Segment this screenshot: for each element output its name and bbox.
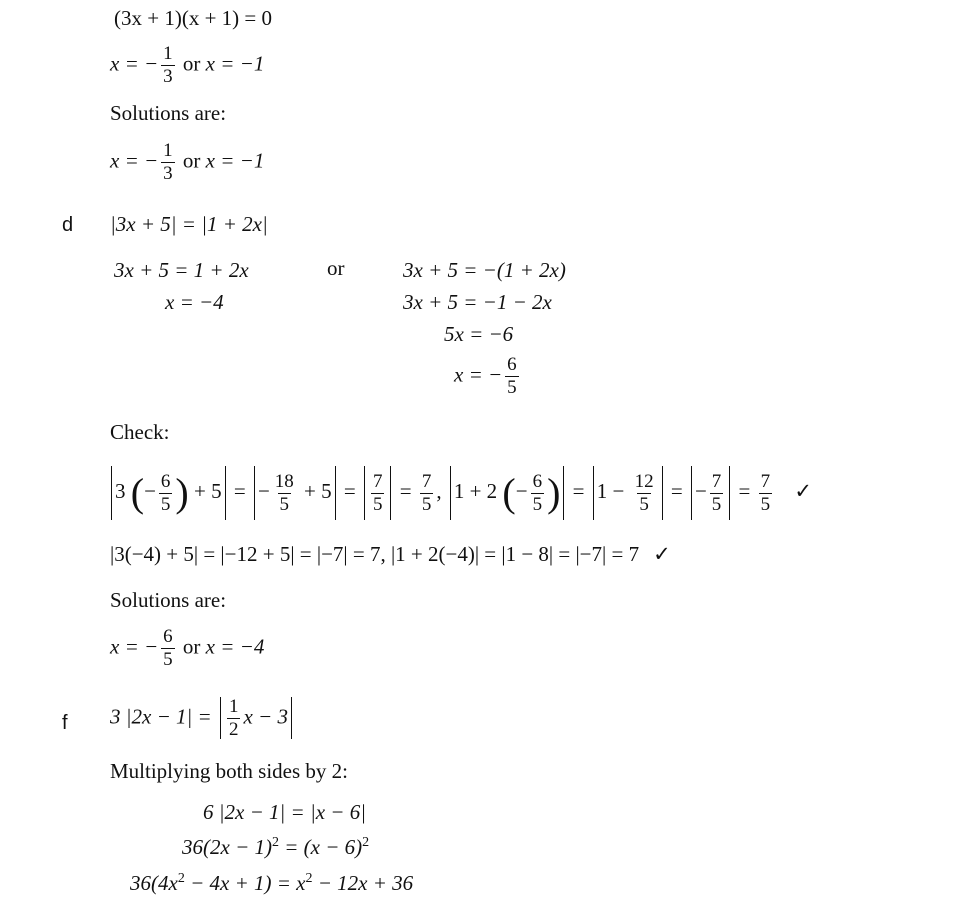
step-line-2: $36(2x - 1)^2 = (x - 6)^2$: [182, 835, 370, 859]
right-case-line-4: x = − $\frac{6}{5}$: [454, 354, 517, 398]
multiplying-text: Multiplying both sides by 2:: [110, 759, 349, 783]
left-case-line-1: 3x + 5 = 1 + 2x: [114, 258, 249, 282]
left-case-line-2: x = −4: [165, 290, 224, 314]
fraction-six-fifths: $\frac{6}{5}$: [507, 354, 517, 398]
fraction-one-half: $\frac{1}{2}$: [228, 696, 239, 740]
solution-line-c-1: x = − $\frac{1}{3}$ or x = −1: [110, 43, 265, 87]
right-case-line-3: 5x = −6: [444, 322, 514, 346]
check-line-1: 3 (− $\frac{6}{5}$ ) + 5 = − $\frac{18}{5}$ + 5 = $\frac{7}{5}$ = $\frac{7}{5}$ , 1 + 2 (− $\frac{6}{5}$ ) = 1 − $\frac{12}{5}$ = − $\frac{7}{5}$ = $\frac{7}{5}$ ✓: [108, 466, 812, 520]
fraction-one-third: $\frac{1}{3}$: [163, 140, 173, 184]
right-case-line-2: 3x + 5 = −1 − 2x: [403, 290, 552, 314]
check-line-2: |3(−4) + 5| = |−12 + 5| = |−7| = 7, |1 + 2(−4)| = |1 − 8| = |−7| = 7 ✓: [110, 542, 671, 566]
solutions-label-c: Solutions are:: [110, 101, 227, 125]
check-label: Check:: [110, 420, 170, 444]
checkmark-icon: ✓: [653, 542, 671, 566]
fraction-six-fifths: $\frac{6}{5}$: [163, 626, 173, 670]
solutions-label-d: Solutions are:: [110, 588, 227, 612]
fraction-one-third: $\frac{1}{3}$: [163, 43, 173, 87]
right-case-line-1: 3x + 5 = −(1 + 2x): [403, 258, 566, 282]
part-label-f: f: [62, 712, 68, 734]
solution-line-d: x = − $\frac{6}{5}$ or x = −4: [110, 626, 265, 670]
step-line-1: 6 |2x − 1| = |x − 6|: [203, 800, 366, 824]
part-label-d: d: [62, 214, 74, 236]
equation-f: 3 |2x − 1| = $\frac{1}{2}$ x − 3: [110, 697, 295, 740]
factored-equation: (3x + 1)(x + 1) = 0: [114, 6, 273, 30]
step-line-3: $36(4x^2 - 4x + 1) = x^2 - 12x + 36$: [130, 871, 414, 895]
or-text-d: or: [327, 256, 345, 280]
equation-d: |3x + 5| = |1 + 2x|: [110, 212, 268, 236]
checkmark-icon: ✓: [794, 478, 812, 503]
solution-line-c-2: x = − $\frac{1}{3}$ or x = −1: [110, 140, 265, 184]
